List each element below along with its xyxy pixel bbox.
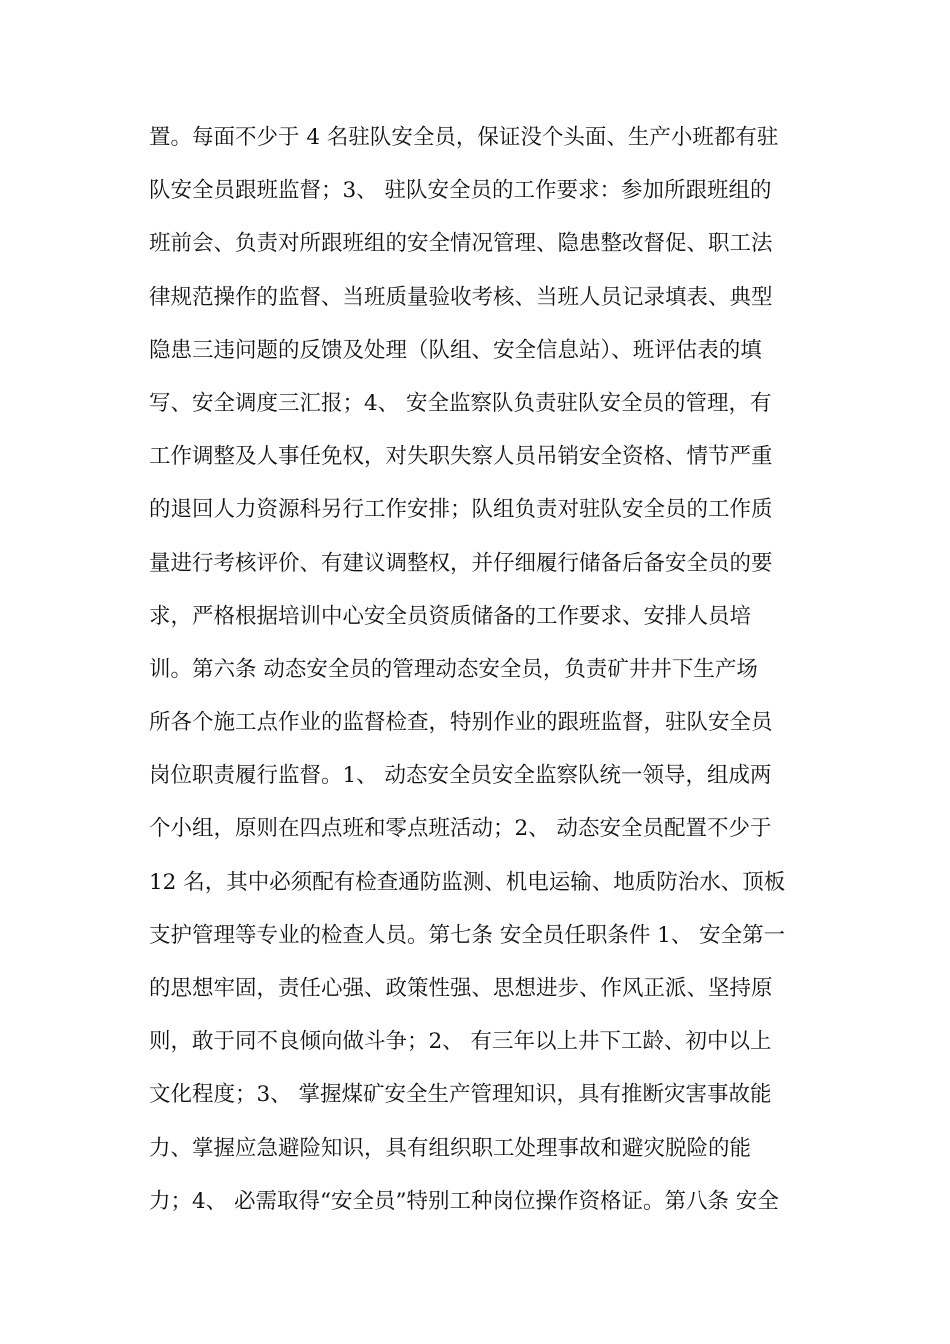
text-line: 求，严格根据培训中心安全员资质储备的工作要求、安排人员培 [149,603,752,629]
body-text [149,118,809,1235]
text-line: 岗位职责履行监督。1、 动态安全员安全监察队统一领导，组成两 [149,763,772,789]
text-line: 工作调整及人事任免权，对失职失察人员吊销安全资格、情节严重 [149,444,773,470]
text-line: 文化程度；3、 掌握煤矿安全生产管理知识，具有推断灾害事故能 [149,1082,772,1108]
text-line: 个小组，原则在四点班和零点班活动；2、 动态安全员配置不少于 [149,816,772,842]
text-line: 队安全员跟班监督；3、 驻队安全员的工作要求：参加所跟班组的 [149,178,772,204]
text-line: 律规范操作的监督、当班质量验收考核、当班人员记录填表、典型 [149,284,773,310]
text-line: 支护管理等专业的检查人员。第七条 安全员任职条件 1、 安全第一 [149,922,786,948]
text-line: 12 名，其中必须配有检查通防监测、机电运输、地质防治水、顶板 [149,869,786,895]
text-line: 力；4、 必需取得“安全员”特别工种岗位操作资格证。第八条 安全 [149,1188,779,1214]
text-line: 量进行考核评价、有建议调整权，并仔细履行储备后备安全员的要 [149,550,773,576]
text-line: 所各个施工点作业的监督检查，特别作业的跟班监督，驻队安全员 [149,710,773,736]
text-line: 则，敢于同不良倾向做斗争；2、 有三年以上井下工龄、初中以上 [149,1029,772,1055]
text-line: 写、安全调度三汇报；4、 安全监察队负责驻队安全员的管理，有 [149,390,772,416]
text-line: 的思想牢固，责任心强、政策性强、思想进步、作风正派、坚持原 [149,976,773,1001]
text-line: 置。每面不少于 4 名驻队安全员，保证没个头面、生产小班都有驻 [149,125,779,150]
text-line: 隐患三违问题的反馈及处理（队组、安全信息站）、班评估表的填 [149,337,762,363]
text-line: 训。第六条 动态安全员的管理动态安全员，负责矿井井下生产场 [149,656,758,682]
text-line: 力、掌握应急避险知识，具有组织职工处理事故和避灾脱险的能 [149,1135,752,1161]
text-line: 班前会、负责对所跟班组的安全情况管理、隐患整改督促、职工法 [149,231,773,257]
text-line: 的退回人力资源科另行工作安排；队组负责对驻队安全员的工作质 [149,497,773,523]
